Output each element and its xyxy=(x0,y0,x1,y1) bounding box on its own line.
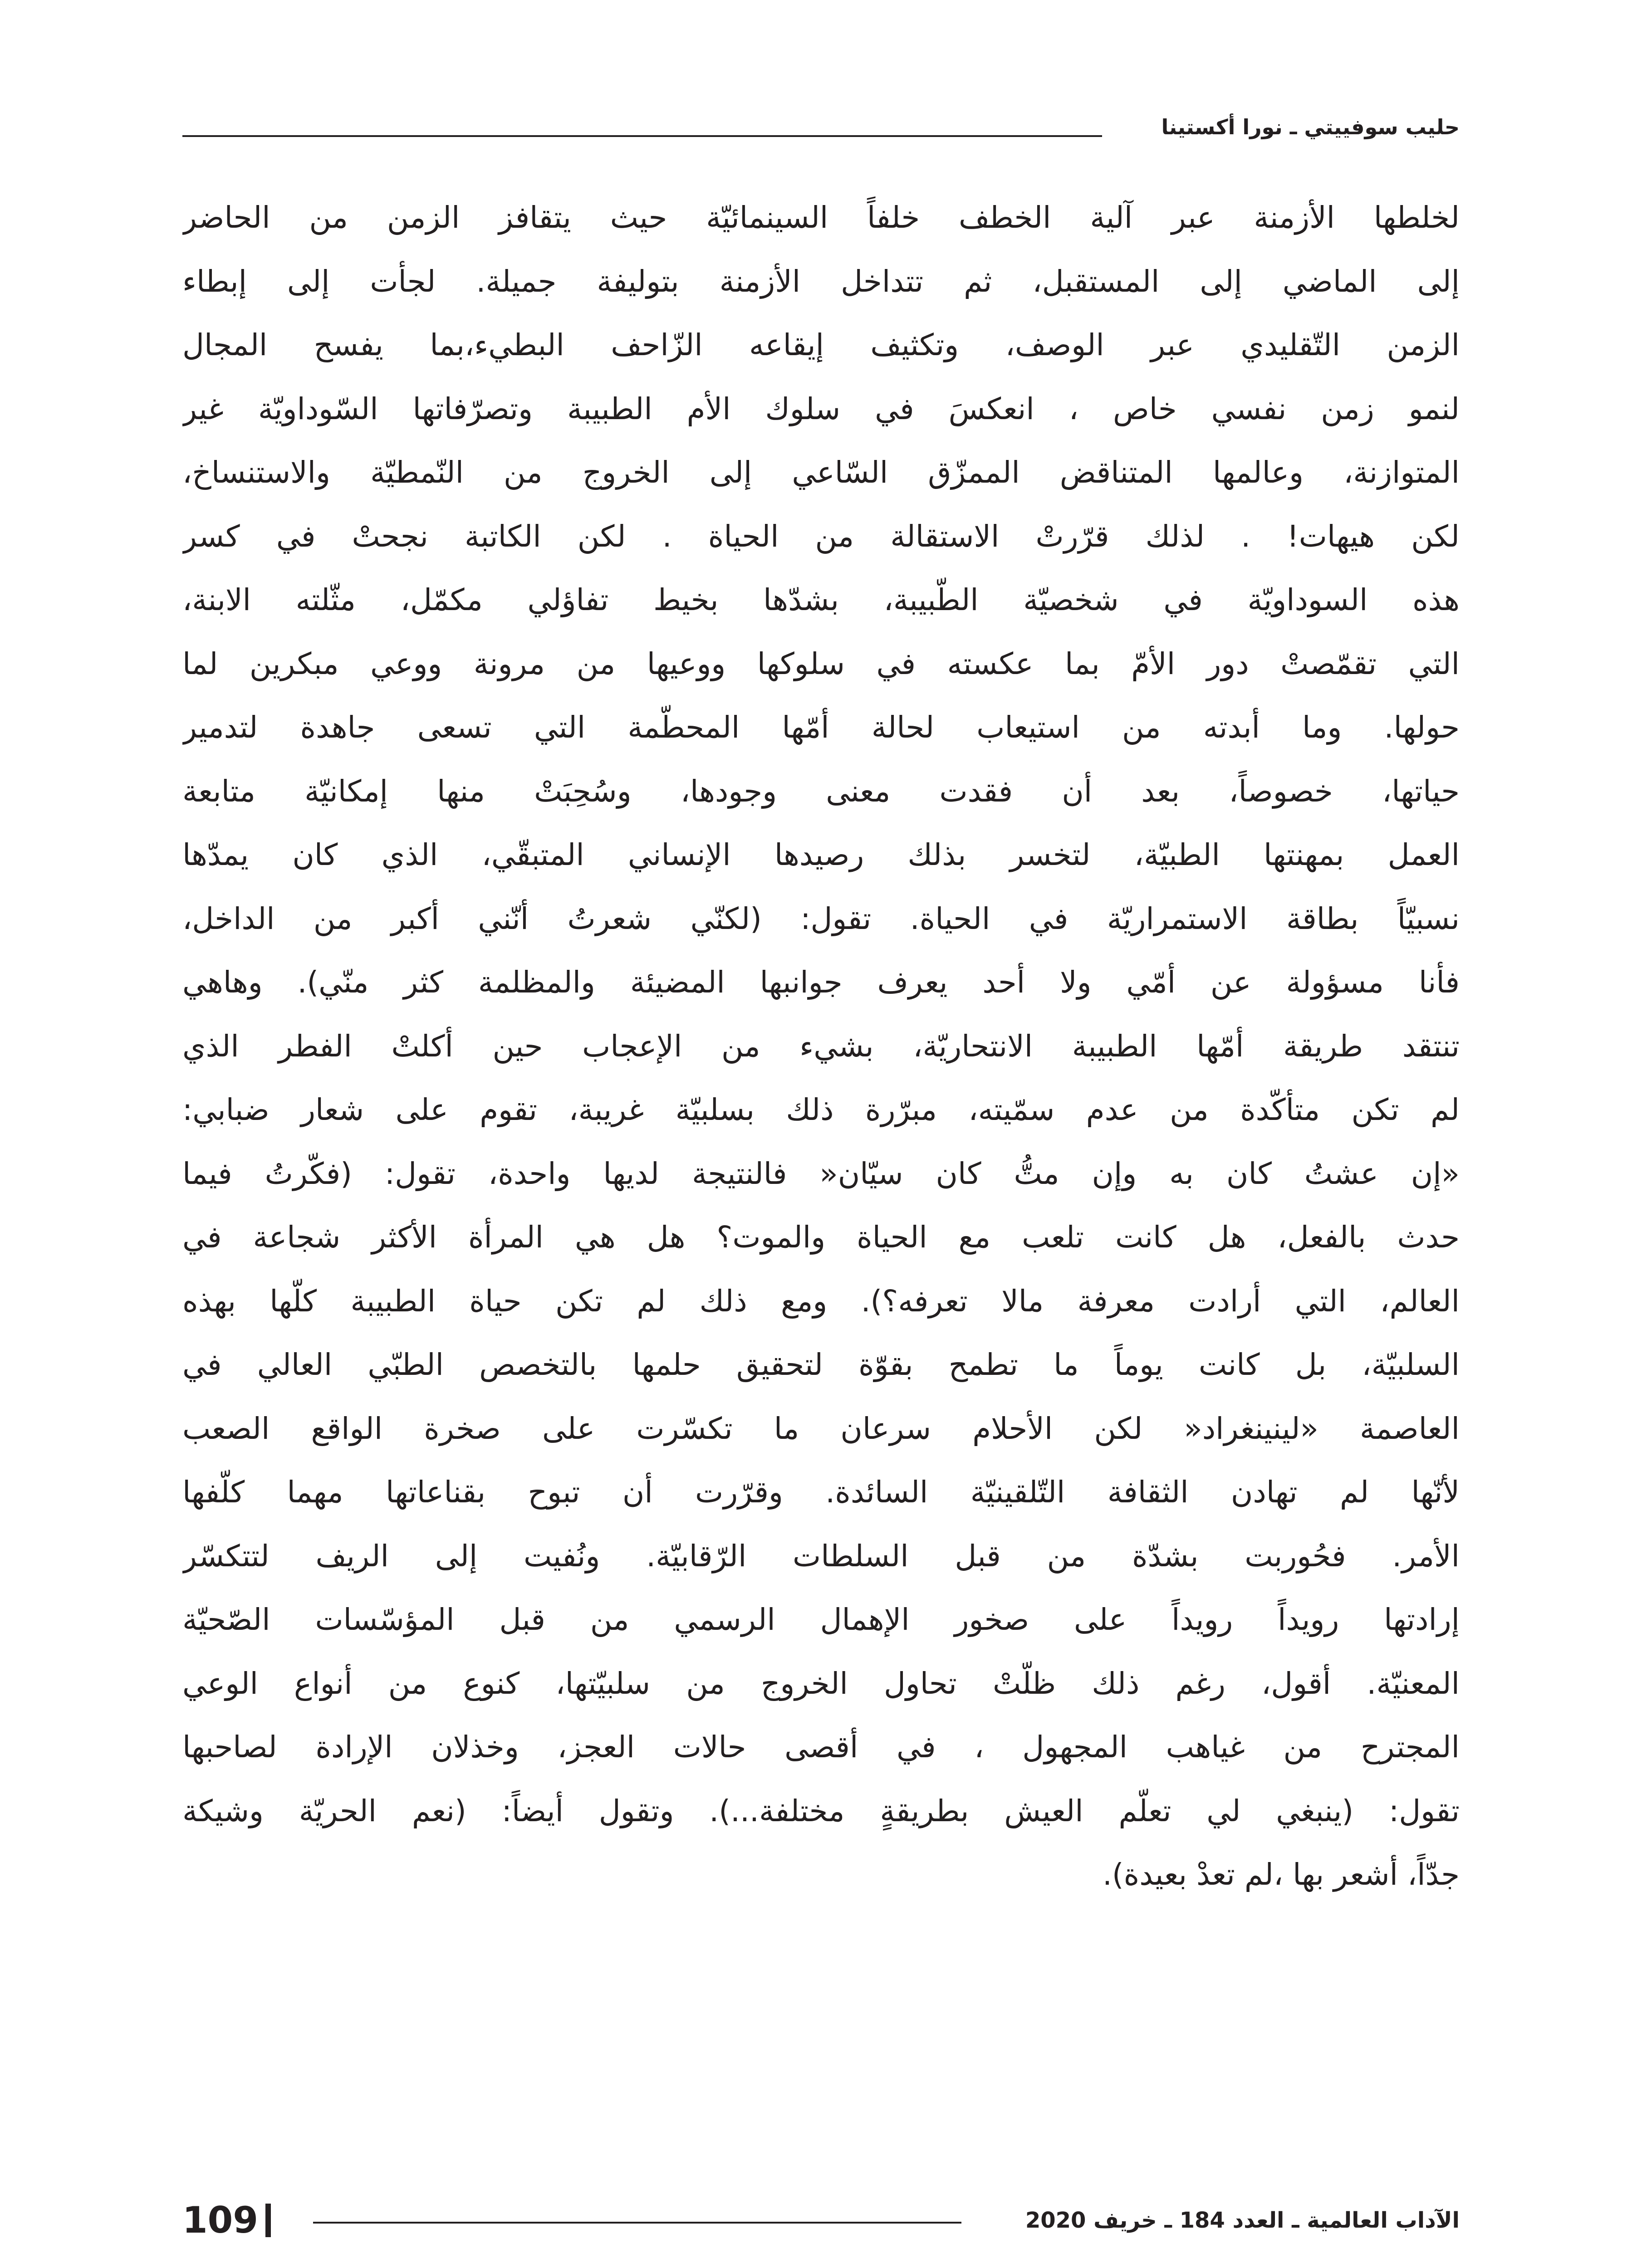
text-line: العالم، التي أرادت معرفة مالا تعرفه؟). ومع ذلك لم تكن حياة الطبيبة كلّها بهذه xyxy=(182,1283,1460,1319)
text-line: لكن هيهات! . لذلك قرّرتْ الاستقالة من الحياة . لكن الكاتبة نجحتْ في كسر xyxy=(182,518,1460,554)
page-number: 109 xyxy=(182,2199,258,2241)
text-line: التي تقمّصتْ دور الأمّ بما عكسته في سلوكها ووعيها من مرونة ووعي مبكرين لما xyxy=(182,646,1460,681)
running-title: حليب سوفييتي ـ نورا أكستينا xyxy=(1161,115,1460,139)
footer-rule xyxy=(313,2222,961,2224)
text-line-last: جدّاً، أشعر بها ،لم تعدْ بعيدة). xyxy=(1102,1857,1460,1892)
text-line: المتوازنة، وعالمها المتناقض الممزّق السّاعي إلى الخروج من النّمطيّة والاستنساخ، xyxy=(182,455,1460,490)
text-line: تنتقد طريقة أمّها الطبيبة الانتحاريّة، بشيء من الإعجاب حين أكلتْ الفطر الذي xyxy=(182,1028,1460,1064)
text-line: العمل بمهنتها الطبيّة، لتخسر بذلك رصيدها الإنساني المتبقّي، الذي كان يمدّها xyxy=(182,837,1460,872)
page-footer xyxy=(0,2195,1642,2250)
text-line: الأمر. فحُوربت بشدّة من قبل السلطات الرّقابيّة. ونُفيت إلى الريف لتتكسّر xyxy=(182,1538,1460,1574)
text-line: حياتها، خصوصاً، بعد أن فقدت معنى وجودها، وسُحِبَتْ منها إمكانيّة متابعة xyxy=(182,773,1460,809)
text-line: هذه السوداويّة في شخصيّة الطّبيبة، بشدّها بخيط تفاؤلي مكمّل، مثّلته الابنة، xyxy=(182,582,1460,617)
text-line: العاصمة «لينينغراد« لكن الأحلام سرعان ما تكسّرت على صخرة الواقع الصعب xyxy=(182,1411,1460,1446)
text-line: لنمو زمن نفسي خاص ، انعكسَ في سلوك الأم الطبيبة وتصرّفاتها السّوداويّة غير xyxy=(182,391,1460,426)
text-line: لخلطها الأزمنة عبر آلية الخطف خلفاً السينمائيّة حيث يتقافز الزمن من الحاضر xyxy=(182,200,1460,235)
text-line: إلى الماضي إلى المستقبل، ثم تتداخل الأزمنة بتوليفة جميلة. لجأت إلى إبطاء xyxy=(182,264,1460,299)
text-line: المعنيّة. أقول، رغم ذلك ظلّتْ تحاول الخروج من سلبيّتها، كنوع من أنواع الوعي xyxy=(182,1666,1460,1701)
text-line: حولها. وما أبدته من استيعاب لحالة أمّها المحطّمة التي تسعى جاهدة لتدمير xyxy=(182,710,1460,745)
text-line: «إن عشتُ كان به وإن متُّ كان سيّان« فالنتيجة لديها واحدة، تقول: (فكّرتُ فيما xyxy=(182,1156,1460,1191)
article-body xyxy=(182,186,1460,1907)
text-line: لم تكن متأكّدة من عدم سمّيته، مبرّرة ذلك بسلبيّة غريبة، تقوم على شعار ضبابي: xyxy=(182,1092,1460,1127)
text-line: فأنا مسؤولة عن أمّي ولا أحد يعرف جوانبها المضيئة والمظلمة كثر منّي). وهاهي xyxy=(182,965,1460,1000)
text-line: إرادتها رويداً رويداً على صخور الإهمال الرسمي من قبل المؤسّسات الصّحيّة xyxy=(182,1602,1460,1637)
text-line: لأنّها لم تهادن الثقافة التّلقينيّة السائدة. وقرّرت أن تبوح بقناعاتها مهما كلّفها xyxy=(182,1475,1460,1510)
text-line: تقول: (ينبغي لي تعلّم العيش بطريقةٍ مختلفة...). وتقول أيضاً: (نعم الحريّة وشيكة xyxy=(182,1793,1460,1828)
text-line: نسبيّاً بطاقة الاستمراريّة في الحياة. تقول: (لكنّي شعرتُ أنّني أكبر من الداخل، xyxy=(182,901,1460,936)
running-header xyxy=(0,109,1642,150)
header-rule xyxy=(182,135,1102,137)
journal-issue: الآداب العالمية ـ العدد 184 ـ خريف 2020 xyxy=(1025,2208,1460,2233)
text-line: حدث بالفعل، هل كانت تلعب مع الحياة والموت؟ هل هي المرأة الأكثر شجاعة في xyxy=(182,1220,1460,1255)
text-line: الزمن التّقليدي عبر الوصف، وتكثيف إيقاعه الزّاحف البطيء،بما يفسح المجال xyxy=(182,327,1460,362)
text-line: السلبيّة، بل كانت يوماً ما تطمح بقوّة لتحقيق حلمها بالتخصص الطبّي العالي في xyxy=(182,1347,1460,1382)
text-line: المجترح من غياهب المجهول ، في أقصى حالات العجز، وخذلان الإرادة لصاحبها xyxy=(182,1730,1460,1765)
page-number-separator xyxy=(265,2204,271,2237)
